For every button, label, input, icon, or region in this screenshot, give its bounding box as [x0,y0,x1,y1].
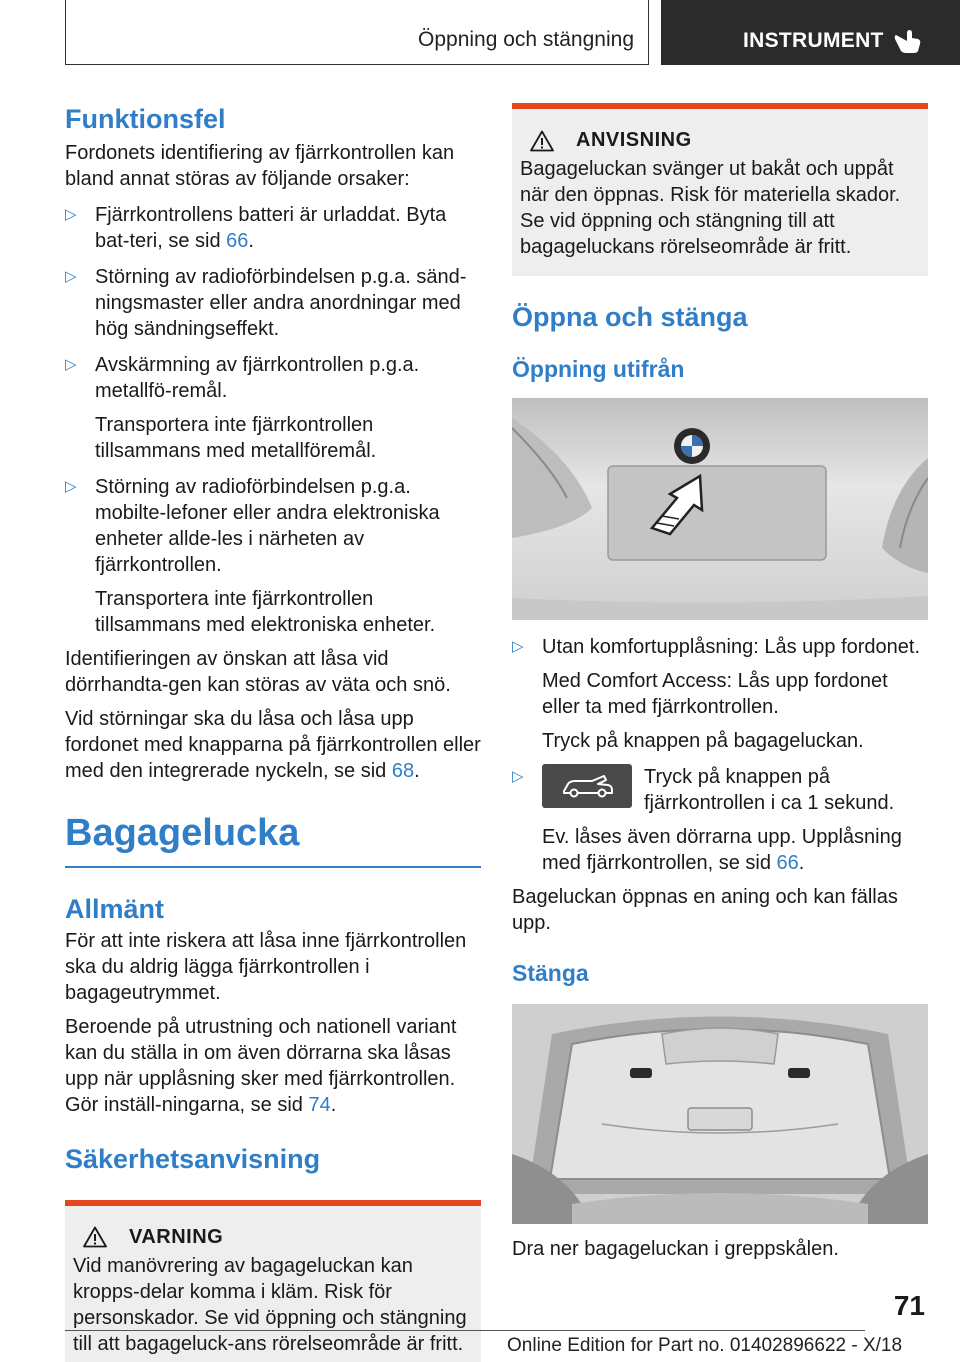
allmant-para1: För att inte riskera att låsa inne fjärrkontrollen ska du aldrig lägga fjärrkontrollen i bagageutrymmet. [65,929,467,1004]
step-row [542,764,928,816]
trunk-interior-illustration [512,1004,928,1224]
step-text: Tryck på knappen på fjärrkontrollen i ca 1 sekund. [644,766,895,814]
allmant-para2-suffix: . [330,1093,337,1116]
bagagelucka-section [65,810,481,1362]
list-item-text: Störning av radioförbindelsen p.g.a. mobilte-lefoner eller andra elektroniska enheter allde-les i närheten av fjärrkontrollen. [95,476,440,576]
stanga-caption: Dra ner bagageluckan i greppskålen. [512,1238,839,1260]
list-item-text: Avskärmning av fjärrkontrollen p.g.a. metallfö-remål. [95,354,420,402]
heading-oppna-och-stanga: Öppna och stänga [512,302,748,332]
triangle-right-icon: ▷ [65,268,77,285]
page-number: 71 [893,1290,925,1321]
header-section-box [65,0,649,65]
trunk-exterior-illustration [512,398,928,620]
triangle-right-icon: ▷ [512,638,524,655]
heading-allmant: Allmänt [65,893,165,924]
step-sub [542,824,928,876]
funktionsfel-intro: Fordonets identifiering av fjärrkontrollen kan bland annat störas av följande orsaker: [65,142,455,190]
heading-bagagelucka: Bagagelucka [65,812,300,854]
page-link-66[interactable]: 66 [776,852,799,874]
page-link-74[interactable]: 74 [308,1093,331,1116]
step-sub-text: Ev. låses även dörrarna upp. Upplåsning med fjärrkontrollen, se sid [542,826,902,874]
heading-oppning-utifran: Öppning utifrån [512,356,685,382]
page-link-66[interactable]: 66 [226,230,249,252]
header-chapter-label: INSTRUMENT [743,29,884,52]
list-item-text: Fjärrkontrollens batteri är urladdat. Byta bat-teri, se sid [95,204,447,252]
trunk-interior-photo [512,1004,928,1224]
list-item-suffix: . [248,230,254,252]
funktionsfel-para1: Identifieringen av önskan att låsa vid dörrhandta-gen kan störas av väta och snö. [65,648,451,696]
heading-funktionsfel: Funktionsfel [65,104,226,134]
notice-head [520,129,920,152]
step-sub: Tryck på knappen på bagageluckan. [542,730,864,752]
trunk-exterior-photo [512,398,928,620]
triangle-right-icon: ▷ [65,206,77,223]
heading-stanga: Stänga [512,960,589,986]
warning-title: VARNING [129,1225,224,1248]
heading-sakerhetsanvisning: Säkerhetsanvisning [65,1143,321,1174]
page-link-68[interactable]: 68 [391,760,415,782]
footer-edition: Online Edition for Part no. 01402896622 - X/18 [507,1335,903,1356]
para2-suffix: . [414,760,420,782]
list-item [65,202,481,254]
notice-text: Bagageluckan svänger ut bakåt och uppåt när den öppnas. Risk för materiella skador. Se vid öppning och stängning till att bagageluckans rörelseområde är fritt. [520,158,901,258]
list-item [65,474,481,638]
list-item-sub: Transportera inte fjärrkontrollen tillsammans med elektroniska enheter. [95,588,436,636]
right-column [512,103,928,1268]
warning-triangle-icon [83,1226,107,1248]
header-chapter-tab[interactable] [661,0,960,65]
warning-text: Vid manövrering av bagageluckan kan kropps-delar komma i kläm. Risk för personskador. Se vid öppning och stängning till att bagageluck-ans rörelseområde är fritt. [73,1254,467,1355]
pointing-hand-icon [893,26,923,54]
step-sub: Med Comfort Access: Lås upp fordonet eller ta med fjärrkontrollen. [542,670,888,718]
list-item-sub: Transportera inte fjärrkontrollen tillsammans med metallföremål. [95,414,377,462]
triangle-right-icon: ▷ [65,356,77,373]
step-text: Utan komfortupplåsning: Lås upp fordonet. [542,636,921,658]
para2-text: Vid störningar ska du låsa och låsa upp fordonet med knapparna på fjärrkontrollen eller med den integrerade nyckeln, se sid [65,708,481,782]
list-item [65,352,481,464]
triangle-right-icon: ▷ [65,478,77,495]
warning-triangle-icon [530,130,554,152]
list-item [512,634,928,754]
notice-box [512,103,928,276]
car-trunk-open-icon [542,764,632,808]
notice-title: ANVISNING [576,129,692,151]
opening-steps [512,634,928,876]
warning-box [65,1200,481,1362]
list-item [512,764,928,876]
step-sub-suffix: . [798,852,805,874]
allmant-para2-text: Beroende på utrustning och nationell variant kan du ställa in om även dörrarna ska låsas upp när upplåsning sker med fjärrkontrollen. Gör inställ-ningarna, se sid [65,1015,457,1116]
left-column [65,100,481,1362]
heading-rule [65,866,481,868]
triangle-right-icon: ▷ [512,768,524,785]
header-section-title: Öppning och stängning [418,28,634,51]
funktionsfel-para2 [65,706,481,784]
list-item [65,264,481,342]
list-item-text: Störning av radioförbindelsen p.g.a. sänd-ningsmaster eller andra anordningar med hög sändningseffekt. [95,266,467,340]
allmant-para2 [65,1014,481,1118]
funktionsfel-list [65,202,481,638]
warning-head [73,1226,473,1249]
after-steps-text: Bageluckan öppnas en aning och kan fällas upp. [512,886,898,934]
footer-rule [65,1330,865,1331]
